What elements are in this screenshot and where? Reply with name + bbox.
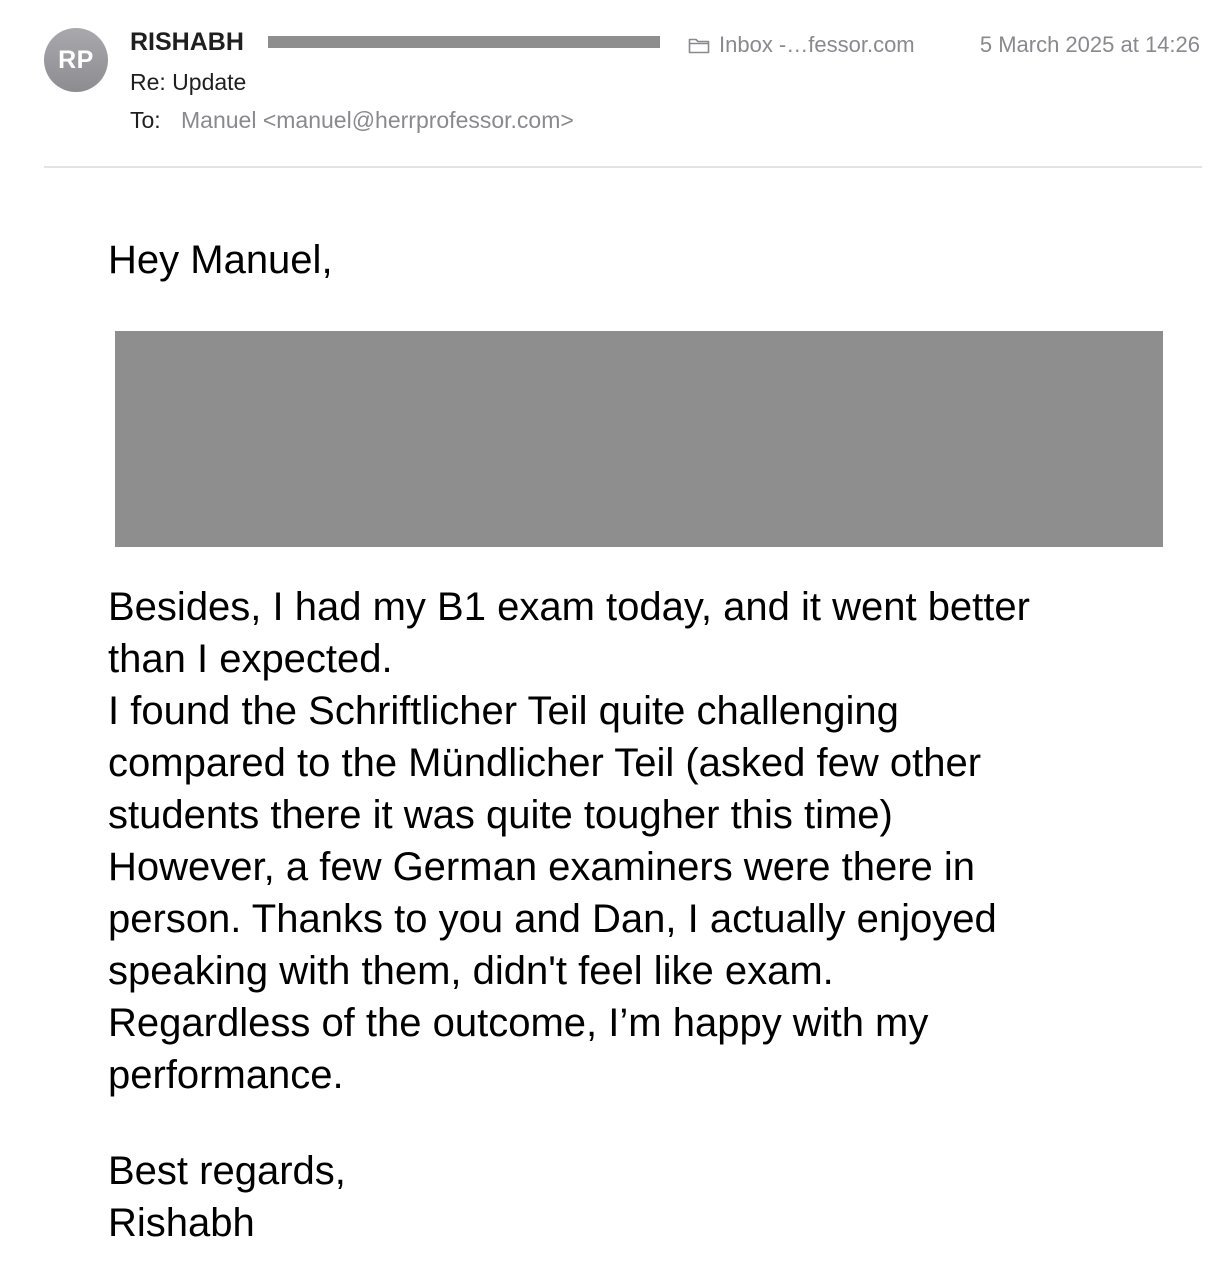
recipient-row <box>130 104 574 136</box>
body-line: compared to the Mündlicher Teil (asked few other <box>108 741 982 785</box>
sender-name[interactable]: RISHABH <box>130 28 244 56</box>
sender-avatar[interactable] <box>44 28 108 92</box>
body-line: However, a few German examiners were there in <box>108 845 976 889</box>
signature-name: Rishabh <box>108 1201 255 1245</box>
redacted-body-block <box>115 331 1163 547</box>
mailbox-name: Inbox -…fessor.com <box>719 32 915 57</box>
message-paragraph <box>108 581 1188 1101</box>
signoff-phrase: Best regards, <box>108 1149 346 1193</box>
body-line: Regardless of the outcome, I’m happy with my <box>108 1001 929 1045</box>
redacted-sender-address <box>268 36 660 48</box>
avatar-initials: RP <box>58 45 94 74</box>
body-line: performance. <box>108 1053 344 1097</box>
mailbox-location[interactable] <box>688 30 915 60</box>
recipient-address[interactable]: Manuel <manuel@herrprofessor.com> <box>181 107 574 133</box>
recipient-label: To: <box>130 107 161 133</box>
body-line: I found the Schriftlicher Teil quite challenging <box>108 689 899 733</box>
message-subject: Re: Update <box>130 69 247 95</box>
body-line: person. Thanks to you and Dan, I actually enjoyed <box>108 897 997 941</box>
body-line: speaking with them, didn't feel like exam. <box>108 949 834 993</box>
message-greeting: Hey Manuel, <box>108 238 333 282</box>
body-line: than I expected. <box>108 637 393 681</box>
header-divider <box>44 166 1202 168</box>
body-line: students there it was quite tougher this time) <box>108 793 893 837</box>
message-header <box>0 0 1228 168</box>
body-line: Besides, I had my B1 exam today, and it went better <box>108 585 1030 629</box>
message-signoff <box>108 1145 1188 1249</box>
message-date: 5 March 2025 at 14:26 <box>979 32 1200 57</box>
folder-icon <box>688 36 710 54</box>
